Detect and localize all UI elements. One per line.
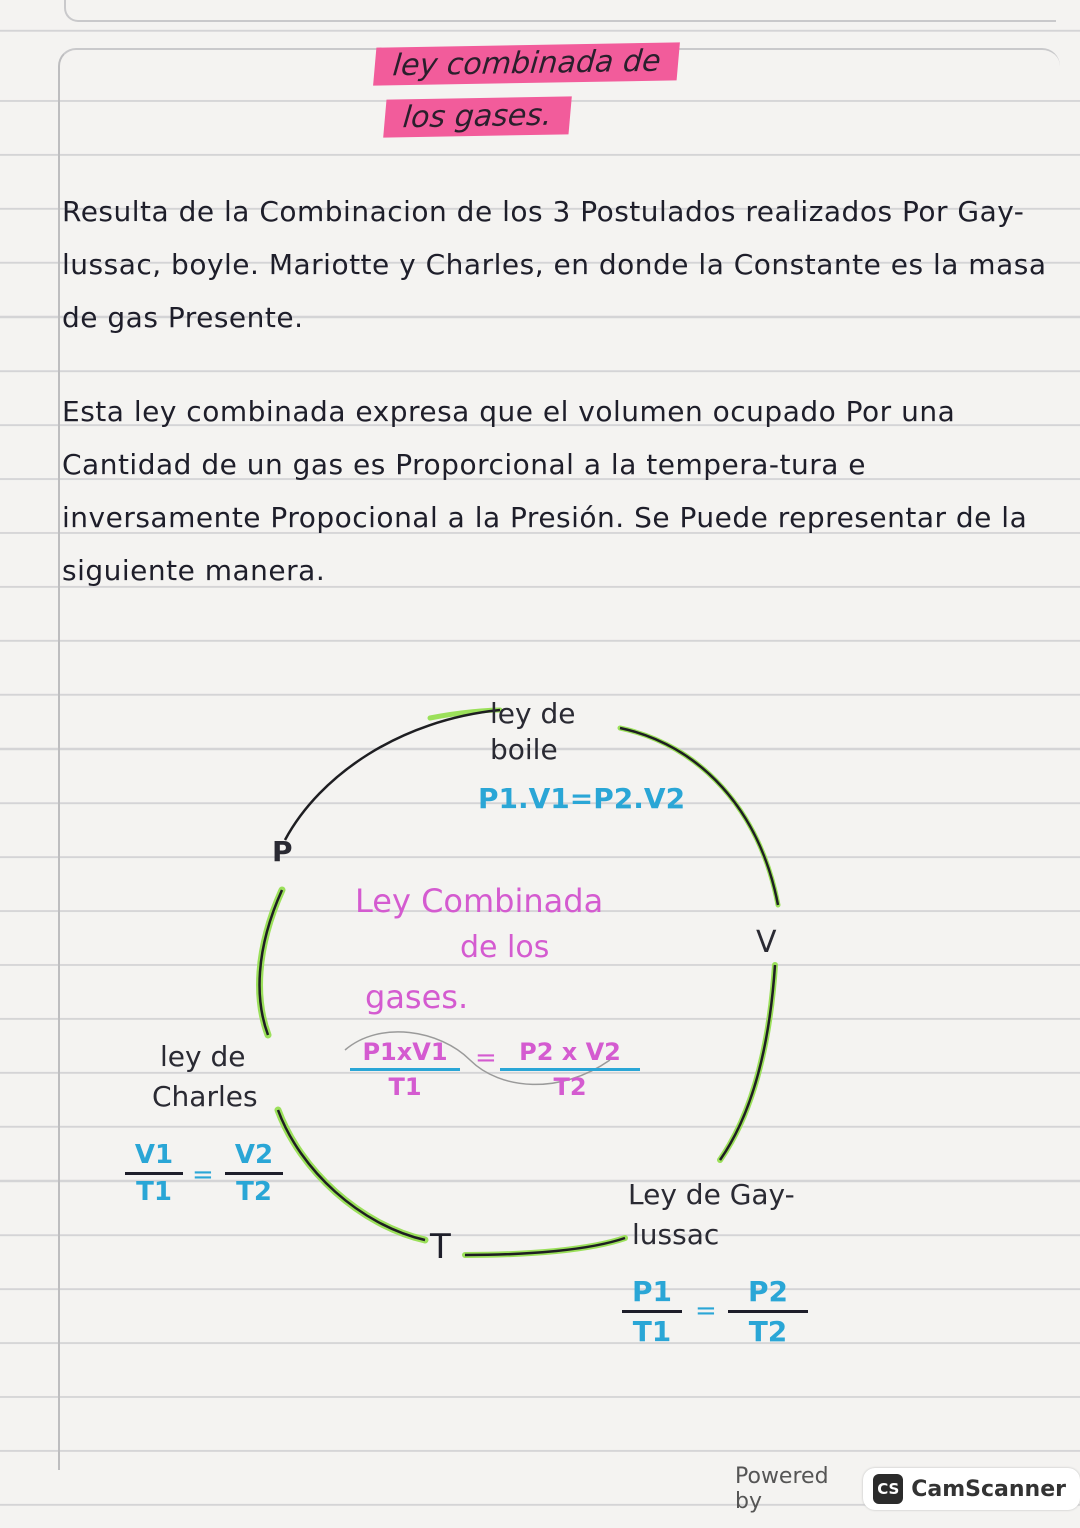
- arc-v-gay: [720, 965, 775, 1160]
- charles-right-denominator: T2: [236, 1177, 272, 1207]
- charles-equals: =: [192, 1160, 214, 1190]
- center-title-1: Ley Combinada: [355, 882, 604, 920]
- title-highlight-1: ley combinada de: [373, 42, 680, 85]
- boyle-label-2: boile: [490, 733, 558, 766]
- center-left-denominator: T1: [388, 1073, 422, 1101]
- arc-highlight-charles-t: [278, 1110, 425, 1240]
- center-right-denominator: T2: [553, 1073, 587, 1101]
- gay-lussac-right-denominator: T2: [748, 1315, 788, 1348]
- arc-boyle-p: [285, 710, 500, 840]
- center-title-3: gases.: [365, 978, 469, 1016]
- gay-lussac-left-numerator: P1: [631, 1275, 672, 1308]
- center-title-2: de los: [460, 930, 550, 965]
- charles-label-1: ley de: [160, 1040, 246, 1073]
- vertex-v: V: [756, 925, 777, 960]
- camscanner-logo-icon: CS: [873, 1474, 903, 1504]
- boyle-formula: P1.V1=P2.V2: [478, 782, 686, 815]
- center-fraction-right: [500, 1038, 640, 1101]
- boyle-label-1: ley de: [490, 697, 576, 730]
- powered-by-text: Powered by: [735, 1464, 829, 1514]
- vertex-t: T: [430, 1227, 451, 1267]
- charles-fraction-left: [125, 1140, 183, 1207]
- gay-lussac-left-denominator: T1: [632, 1315, 672, 1348]
- gay-lussac-fraction-left: [622, 1275, 682, 1348]
- camscanner-brand: CamScanner: [911, 1476, 1066, 1502]
- title-highlight-2: los gases.: [383, 96, 571, 137]
- vertex-p: P: [272, 835, 293, 868]
- arc-boyle-v: [620, 728, 778, 905]
- gay-lussac-label-2: lussac: [632, 1218, 720, 1251]
- arc-highlight-boyle-right: [620, 728, 778, 905]
- paragraph-expression: Esta ley combinada expresa que el volumen ocupado Por una Cantidad de un gas es Proporcional a la tempera-tura e inversamente Propocional a la Presión. Se Puede representar de la siguiente manera.: [62, 395, 1028, 587]
- center-right-numerator: P2 x V2: [519, 1038, 621, 1066]
- charles-fraction-right: [225, 1140, 283, 1207]
- gay-lussac-label-1: Ley de Gay-: [628, 1178, 795, 1211]
- charles-right-numerator: V2: [234, 1140, 274, 1170]
- camscanner-badge: [863, 1468, 1080, 1510]
- gay-lussac-equals: =: [695, 1296, 717, 1326]
- charles-label-2: Charles: [152, 1080, 258, 1113]
- center-equals: =: [475, 1043, 497, 1073]
- arc-charles-t: [278, 1110, 425, 1240]
- camscanner-watermark: [735, 1464, 1080, 1514]
- charles-left-numerator: V1: [134, 1140, 174, 1170]
- gay-lussac-fraction-right: [728, 1275, 808, 1348]
- center-fraction-left: [350, 1038, 460, 1101]
- paragraph-definition: Resulta de la Combinacion de los 3 Postulados realizados Por Gay-lussac, boyle. Mariotte y Charles, en donde la Constante es la masa de gas Presente.: [62, 195, 1047, 334]
- gay-lussac-right-numerator: P2: [747, 1275, 788, 1308]
- charles-left-denominator: T1: [136, 1177, 172, 1207]
- arc-highlight-v-gay: [720, 965, 775, 1160]
- center-left-numerator: P1xV1: [362, 1038, 448, 1066]
